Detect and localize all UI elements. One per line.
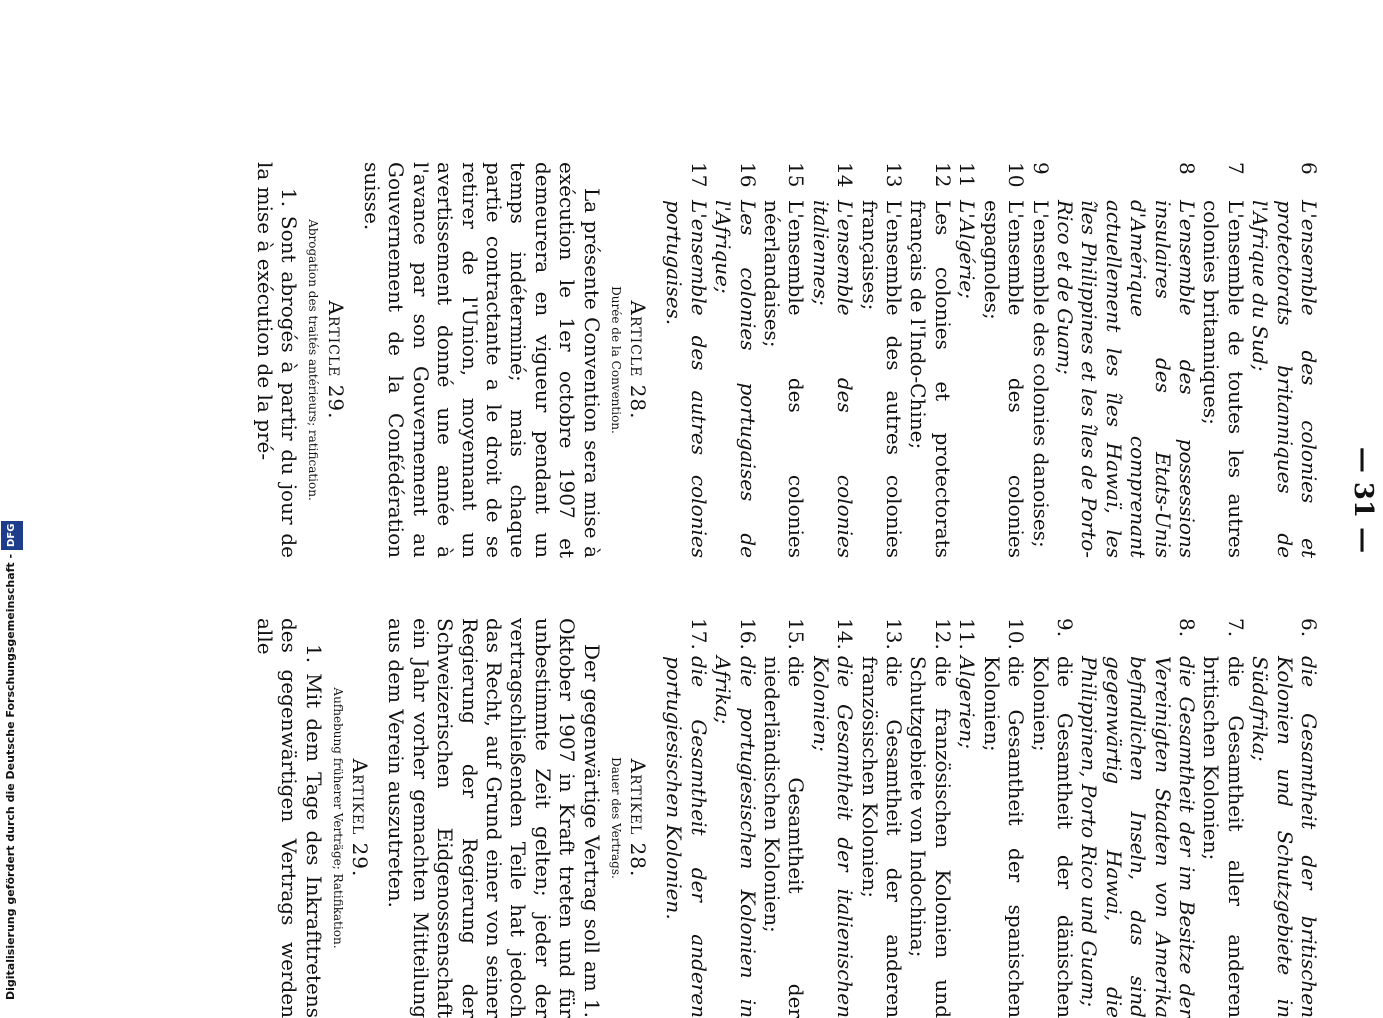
list-item <box>760 618 809 1018</box>
item-number: 7. <box>1223 618 1248 638</box>
item-number: 12. <box>930 618 955 650</box>
item-text: Algerien; <box>955 656 980 749</box>
article-28-heading: Artikel 28. <box>626 758 651 878</box>
list-item <box>760 162 809 558</box>
list-item <box>1199 162 1248 558</box>
item-text: die Gesamtheit der im Besitze der Vereinigten Staaten von Amerika befindlichen Inseln, das sind gegenwärtig Hawai, die Philippinen, Porto Rico und Guam; <box>1077 656 1199 1018</box>
item-text: die französischen Kolonien und Schutzgebiete von Indochina; <box>906 656 955 1018</box>
item-text: die Gesamtheit der anderen portugiesischen Kolonien. <box>662 656 711 1018</box>
item-number: 13. <box>882 618 907 650</box>
item-number: 11. <box>955 618 980 650</box>
item-text: L'ensemble des colonies et protectorats britanniques de l'Afrique du Sud; <box>1248 200 1321 558</box>
list-item <box>857 162 906 558</box>
german-column <box>252 618 1321 1018</box>
item-text: die Gesamtheit der anderen französischen Kolonien; <box>857 656 907 1018</box>
item-number: 11 <box>955 162 980 188</box>
item-text: L'ensemble des possessions insulaires des Etats-Unis d'Amérique comprenant actuellement les îles Hawaï, les îles Philippines et les îles de Porto-Rico et de Guam; <box>1052 200 1199 558</box>
item-number: 12 <box>930 162 955 188</box>
item-text: L'ensemble des colonies danoises; <box>1028 200 1053 548</box>
list-item <box>711 162 760 558</box>
item-text: die Gesamtheit der britischen Kolonien und Schutzgebiete in Südafrika; <box>1248 656 1321 1018</box>
article-28-heading: Article 28. <box>626 300 651 420</box>
item-number: 10. <box>1004 618 1029 650</box>
item-text: L'ensemble des colonies néerlandaises; <box>760 200 809 558</box>
item-text: die Gesamtheit der niederländischen Kolonien; <box>760 656 809 1018</box>
list-item <box>1028 618 1077 1018</box>
article-29-heading: Artikel 29. <box>347 758 372 878</box>
list-item <box>906 618 955 1018</box>
article-29-text: 1. Mit dem Tage des Inkrafttretens des gegenwärtigen Vertrags werden alle <box>252 618 326 1018</box>
list-item <box>808 162 857 558</box>
item-number: 9. <box>1052 618 1077 638</box>
item-text: L'ensemble des autres colonies portugaises. <box>662 200 711 558</box>
item-text: L'ensemble des autres colonies françaises; <box>857 200 907 558</box>
item-number: 16 <box>735 162 760 188</box>
item-text: L'ensemble de toutes les autres colonies britanniques; <box>1199 200 1248 558</box>
item-number: 15. <box>784 618 809 650</box>
item-number: 8. <box>1174 618 1199 638</box>
list-item <box>1248 618 1321 1018</box>
item-number: 17 <box>686 162 711 188</box>
item-number: 10 <box>1004 162 1029 188</box>
list-item <box>711 618 760 1018</box>
item-text: Les colonies et protectorats français de l'Indo-Chine; <box>906 200 955 558</box>
item-text: L'ensemble des colonies italiennes; <box>808 200 858 558</box>
item-text: die Gesamtheit der italienischen Kolonien; <box>808 656 858 1018</box>
item-text: die portugiesischen Kolonien in Afrika; <box>711 656 760 1018</box>
list-item <box>662 162 711 558</box>
page-number: — 31 — <box>1348 446 1378 554</box>
item-number: 15 <box>784 162 809 188</box>
item-number: 13 <box>882 162 907 188</box>
item-number: 14 <box>833 162 858 188</box>
footer-text: Digitalisierung gefördert durch die Deutsche Forschungsgemeinschaft - <box>4 553 17 1000</box>
list-item <box>979 162 1028 558</box>
list-item <box>1077 618 1199 1018</box>
dfg-logo: DFG <box>1 521 23 550</box>
item-number: 7 <box>1223 162 1248 175</box>
item-text: L'ensemble des colonies espagnoles; <box>979 200 1029 558</box>
article-28-subtitle: Durée de la Convention. <box>608 286 623 434</box>
item-text: die Gesamtheit aller anderen britischen Kolonien; <box>1199 656 1248 1018</box>
item-number: 6. <box>1297 618 1321 638</box>
item-number: 8 <box>1174 162 1199 175</box>
item-text: die Gesamtheit der spanischen Kolonien; <box>979 656 1029 1018</box>
french-list <box>662 162 1321 558</box>
list-item <box>662 618 711 1018</box>
item-text: L'Algérie; <box>955 200 980 299</box>
list-item <box>808 618 857 1018</box>
list-item <box>906 162 955 558</box>
article-29-heading: Article 29. <box>323 300 348 420</box>
article-28-subtitle: Dauer des Vertrags. <box>608 757 623 879</box>
article-28-text: Der gegenwärtige Vertrag soll am 1. Oktober 1907 in Kraft treten und für unbestimmte Zeit gelten; jeder der vertragschließenden Teile hat jedoch das Recht, auf Grund einer von seiner Regierung der Regierung der Schweizerischen Eidgenossenschaft ein Jahr vorher gemachten Mitteilung aus dem Verein auszutreten. <box>384 618 604 1018</box>
item-number: 6 <box>1297 162 1321 175</box>
item-number: 9 <box>1028 162 1053 175</box>
article-28-text: La présente Convention sera mise à exécution le 1er octobre 1907 et demeurera en vigueur pendant un temps indéterminé; mais chaque partie contractante a le droit de se retirer de l'Union, moyennant un avertissement donné une année à l'avance par son Gouvernement au Gouvernement de la Confédération suisse. <box>359 162 604 558</box>
item-number: 16. <box>735 618 760 650</box>
list-item <box>1028 162 1052 558</box>
article-29-subtitle: Abrogation des traités antérieurs; ratification. <box>306 219 321 501</box>
item-text: Les colonies portugaises de l'Afrique; <box>711 200 760 558</box>
digitization-footer <box>0 0 22 1000</box>
list-item <box>1199 618 1248 1018</box>
item-number: 17. <box>686 618 711 650</box>
list-item <box>955 618 979 1018</box>
item-text: die Gesamtheit der dänischen Kolonien; <box>1028 656 1077 1018</box>
german-list <box>662 618 1321 1018</box>
list-item <box>955 162 979 558</box>
article-29-text: 1. Sont abrogés à partir du jour de la mise à exécution de la pré- <box>252 162 302 558</box>
item-number: 14. <box>833 618 858 650</box>
article-29-subtitle: Aufhebung früherer Verträge; Ratifikation. <box>330 687 345 949</box>
list-item <box>857 618 906 1018</box>
list-item <box>1053 162 1199 558</box>
list-item <box>1248 162 1321 558</box>
list-item <box>979 618 1028 1018</box>
french-column <box>252 162 1321 558</box>
